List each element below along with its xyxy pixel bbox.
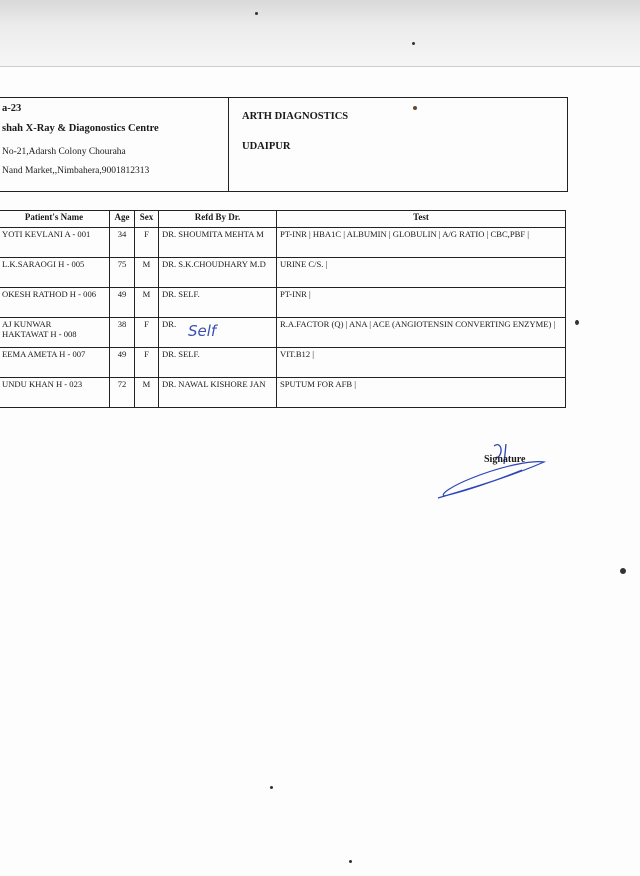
- patient-sex: F: [135, 318, 159, 348]
- scan-speck: [349, 860, 352, 863]
- patient-sex: M: [135, 288, 159, 318]
- patient-test-table: [0, 210, 566, 408]
- header-divider: [228, 98, 229, 191]
- scan-speck: [270, 786, 273, 789]
- patient-name: L.K.SARAOGI H - 005: [0, 258, 110, 288]
- table-header-row: [0, 211, 566, 228]
- col-header-patient-name: Patient's Name: [0, 211, 110, 228]
- patient-name: AJ KUNWAR HAKTAWAT H - 008: [0, 318, 110, 348]
- lab-name: ARTH DIAGNOSTICS: [242, 111, 349, 122]
- patient-age: 49: [110, 348, 135, 378]
- referring-doctor: DR.: [159, 318, 277, 348]
- scan-speck: [412, 42, 415, 45]
- patient-age: 38: [110, 318, 135, 348]
- referring-doctor: DR. SELF.: [159, 348, 277, 378]
- patient-age: 49: [110, 288, 135, 318]
- test-list: PT-INR |: [277, 288, 566, 318]
- patient-sex: F: [135, 348, 159, 378]
- patient-name: OKESH RATHOD H - 006: [0, 288, 110, 318]
- test-list: SPUTUM FOR AFB |: [277, 378, 566, 408]
- lab-city: UDAIPUR: [242, 141, 291, 152]
- referring-doctor: DR. NAWAL KISHORE JAN: [159, 378, 277, 408]
- table-row: [0, 378, 566, 408]
- patient-sex: F: [135, 228, 159, 258]
- patient-sex: M: [135, 258, 159, 288]
- col-header-age: Age: [110, 211, 135, 228]
- scan-top-edge: [0, 0, 640, 67]
- referring-doctor: DR. S.K.CHOUDHARY M.D: [159, 258, 277, 288]
- patient-name: YOTI KEVLANI A - 001: [0, 228, 110, 258]
- test-list: URINE C/S. |: [277, 258, 566, 288]
- centre-name: shah X-Ray & Diagonostics Centre: [2, 123, 159, 134]
- patient-age: 72: [110, 378, 135, 408]
- table-row: [0, 318, 566, 348]
- table-row: [0, 228, 566, 258]
- signature-scribble: [432, 436, 552, 506]
- signature-area: [432, 436, 552, 506]
- test-list: R.A.FACTOR (Q) | ANA | ACE (ANGIOTENSIN CONVERTING ENZYME) |: [277, 318, 566, 348]
- test-list: PT-INR | HBA1C | ALBUMIN | GLOBULIN | A/G RATIO | CBC,PBF |: [277, 228, 566, 258]
- table-row: [0, 288, 566, 318]
- referring-doctor: DR. SELF.: [159, 288, 277, 318]
- table-row: [0, 348, 566, 378]
- scan-speck: [255, 12, 258, 15]
- patient-name: UNDU KHAN H - 023: [0, 378, 110, 408]
- signature-label: Signature: [484, 454, 526, 465]
- test-list: VIT.B12 |: [277, 348, 566, 378]
- col-header-test: Test: [277, 211, 566, 228]
- handwritten-self-note: Self: [188, 322, 217, 340]
- patient-sex: M: [135, 378, 159, 408]
- scan-speck: [575, 320, 579, 325]
- scan-speck: [620, 568, 626, 574]
- table-row: [0, 258, 566, 288]
- centre-ref: a-23: [2, 103, 22, 114]
- patient-name: EEMA AMETA H - 007: [0, 348, 110, 378]
- report-header: [0, 97, 568, 192]
- col-header-sex: Sex: [135, 211, 159, 228]
- patient-age: 34: [110, 228, 135, 258]
- referring-doctor: DR. SHOUMITA MEHTA M: [159, 228, 277, 258]
- patient-age: 75: [110, 258, 135, 288]
- centre-address-line1: No-21,Adarsh Colony Chouraha: [2, 147, 126, 157]
- col-header-doctor: Refd By Dr.: [159, 211, 277, 228]
- centre-address-line2: Nand Market,,Nimbahera,9001812313: [2, 166, 150, 176]
